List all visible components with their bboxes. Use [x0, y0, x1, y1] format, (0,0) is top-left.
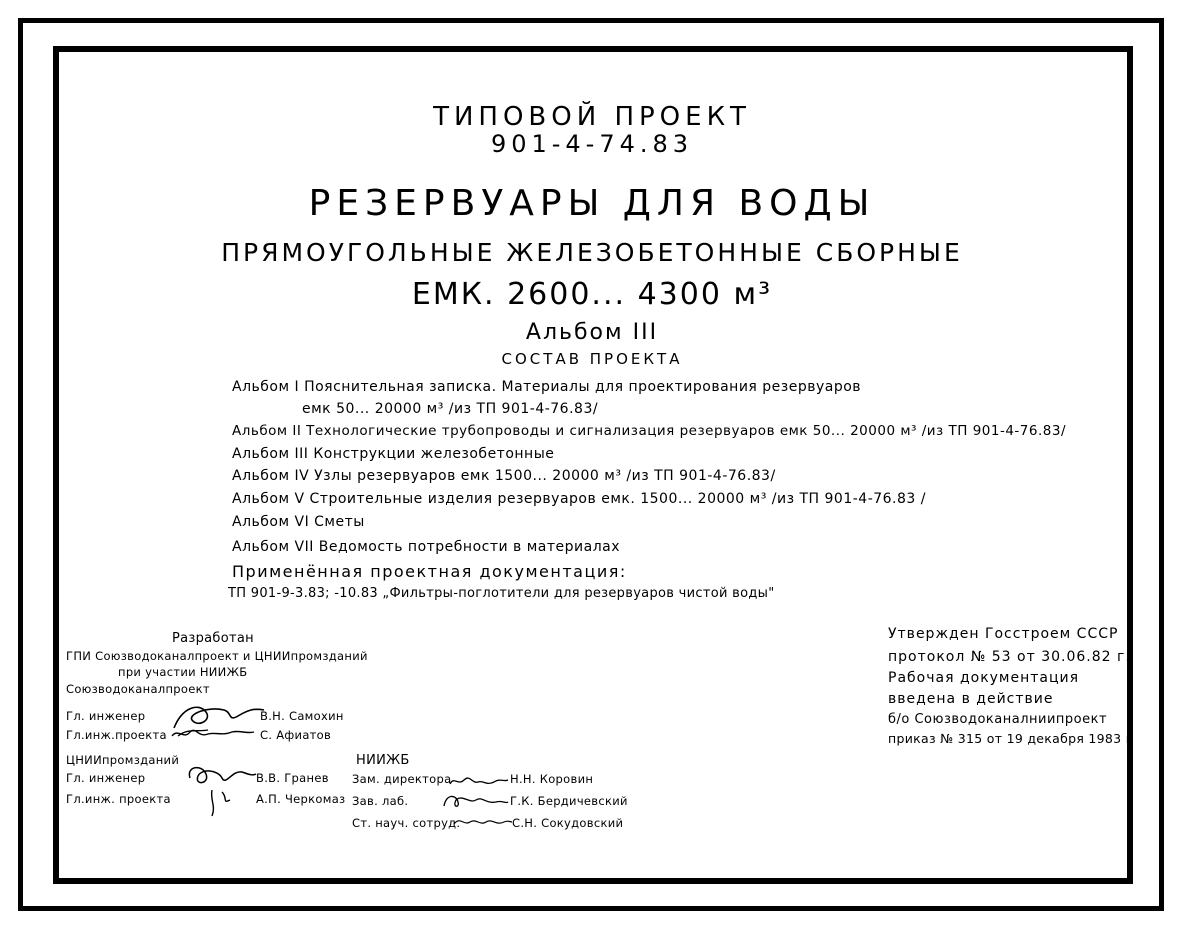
capacity-range: ЕМК. 2600... 4300 м³: [411, 277, 773, 312]
approval-line: введена в действие: [888, 691, 1054, 707]
org-name: Союзводоканалпроект: [66, 682, 210, 696]
person-name: С. Афиатов: [260, 728, 332, 742]
album-number: Альбом III: [525, 320, 659, 345]
role-label: Гл.инж.проекта: [66, 728, 167, 742]
album-line: Альбом VII Ведомость потребности в материалах: [232, 539, 621, 555]
person-name: В.Н. Самохин: [260, 709, 344, 723]
document-title: РЕЗЕРВУАРЫ ДЛЯ ВОДЫ: [308, 183, 876, 224]
role-label: Зав. лаб.: [352, 794, 409, 808]
signature-sokudovsky: [452, 814, 514, 830]
signature-granev: [182, 760, 258, 820]
role-label: Ст. науч. сотруд.: [352, 816, 461, 830]
role-label: Гл. инженер: [66, 771, 146, 785]
applied-docs-title: Применённая проектная документация:: [232, 562, 627, 581]
role-label: Гл. инженер: [66, 709, 146, 723]
project-number: 901-4-74.83: [490, 130, 694, 158]
album-line: Альбом III Конструкции железобетонные: [232, 446, 555, 462]
signature-korovin: [446, 772, 510, 790]
person-name: А.П. Черкомаз: [256, 792, 346, 806]
approval-line: протокол № 53 от 30.06.82 г.: [888, 649, 1131, 665]
org-name: НИИЖБ: [356, 753, 410, 768]
org-name: ЦНИИпромзданий: [66, 753, 180, 767]
approval-line: приказ № 315 от 19 декабря 1983 г: [888, 731, 1133, 746]
album-line: Альбом IV Узлы резервуаров емк 1500... 20000 м³ /из ТП 901-4-76.83/: [232, 468, 776, 484]
signature-berdichevsky: [440, 790, 510, 812]
approval-line: Утвержден Госстроем СССР: [888, 626, 1119, 642]
inner-frame: [53, 46, 1133, 884]
album-line: Альбом V Строительные изделия резервуаров емк. 1500... 20000 м³ /из ТП 901-4-76.83 /: [232, 491, 926, 507]
approval-line: Рабочая документация: [888, 670, 1080, 686]
composition-title: СОСТАВ ПРОЕКТА: [501, 350, 683, 368]
person-name: В.В. Гранев: [256, 771, 329, 785]
album-line: Альбом I Пояснительная записка. Материалы для проектирования резервуаров: [232, 379, 862, 395]
approval-line: б/о Союзводоканалниипроект: [888, 712, 1108, 727]
role-label: Гл.инж. проекта: [66, 792, 171, 806]
developed-title: Разработан: [172, 631, 254, 646]
person-name: С.Н. Сокудовский: [512, 816, 624, 830]
album-line: емк 50... 20000 м³ /из ТП 901-4-76.83/: [302, 401, 599, 417]
album-line: Альбом VI Сметы: [232, 514, 365, 530]
developed-line1: ГПИ Союзводоканалпроект и ЦНИИпромзданий: [66, 649, 368, 663]
signature-afiatov: [168, 724, 258, 744]
applied-docs-text: ТП 901-9-3.83; -10.83 „Фильтры-поглотители для резервуаров чистой воды": [228, 586, 775, 601]
role-label: Зам. директора: [352, 772, 452, 786]
person-name: Н.Н. Коровин: [510, 772, 594, 786]
project-type: ТИПОВОЙ ПРОЕКТ: [433, 102, 751, 132]
document-subtitle: ПРЯМОУГОЛЬНЫЕ ЖЕЛЕЗОБЕТОННЫЕ СБОРНЫЕ: [221, 238, 963, 267]
developed-line2: при участии НИИЖБ: [118, 665, 248, 679]
person-name: Г.К. Бердичевский: [510, 794, 628, 808]
album-line: Альбом II Технологические трубопроводы и сигнализация резервуаров емк 50... 20000 м³ /из ТП 901-4-76.83/: [232, 423, 1066, 439]
